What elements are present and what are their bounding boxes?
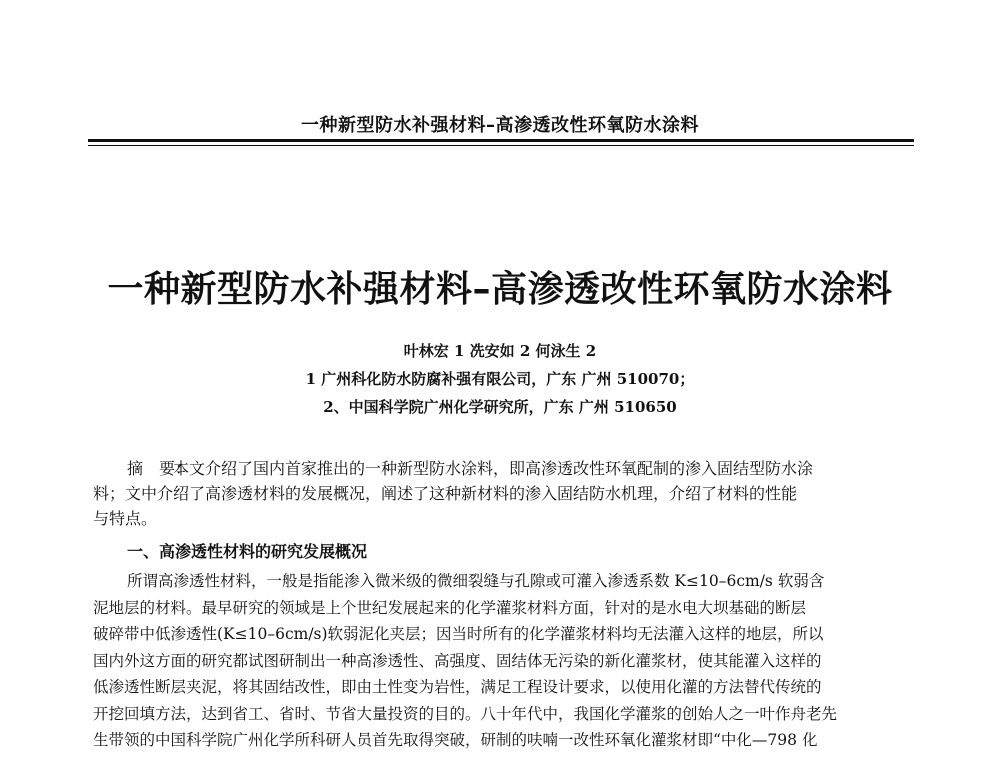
header-rule-thick: [88, 139, 914, 142]
abstract-line-2: 料；文中介绍了高渗透材料的发展概况，阐述了这种新材料的渗入固结防水机理，介绍了材料的性能: [93, 484, 798, 503]
body-line-3: 破碎带中低渗透性(K≤10–6cm/s)软弱泥化夹层；因当时所有的化学灌浆材料均无法灌入这样的地层，所以: [93, 625, 824, 643]
abstract: [93, 456, 915, 531]
paper-title: 一种新型防水补强材料–高渗透改性环氧防水涂料: [107, 269, 893, 310]
affiliation-1: 1 广州科化防水防腐补强有限公司，广东 广州 510070；: [305, 370, 695, 388]
body-line-4: 国内外这方面的研究都试图研制出一种高渗透性、高强度、固结体无污染的新化灌浆材，使其能灌入这样的: [93, 651, 822, 670]
body-line-1: 所谓高渗透性材料，一般是指能渗入微米级的微细裂缝与孔隙或可灌入渗透系数 K≤10–6cm/s 软弱含: [127, 572, 825, 590]
body-line-2: 泥地层的材料。最早研究的领域是上个世纪发展起来的化学灌浆材料方面，针对的是水电大坝基础的断层: [93, 598, 807, 617]
abstract-line-3: 与特点。: [93, 509, 158, 528]
author-list: 叶林宏 1 冼安如 2 何泳生 2: [403, 342, 597, 360]
affiliation-2: 2、中国科学院广州化学研究所，广东 广州 510650: [323, 398, 677, 416]
header-rule-thin: [88, 145, 914, 146]
running-header: 一种新型防水补强材料–高渗透改性环氧防水涂料: [301, 115, 699, 136]
body-line-7: 生带领的中国科学院广州化学所科研人员首先取得突破，研制的呋喃一改性环氧化灌浆材即“中化—798 化: [93, 731, 818, 749]
section-body: [93, 568, 915, 754]
body-line-6: 开挖回填方法，达到省工、省时、节省大量投资的目的。八十年代中，我国化学灌浆的创始人之一叶作舟老先: [93, 704, 838, 723]
abstract-text-1: 本文介绍了国内首家推出的一种新型防水涂料，即高渗透改性环氧配制的渗入固结型防水涂: [173, 459, 814, 478]
abstract-line-1: [93, 456, 915, 481]
section-heading: 一、高渗透性材料的研究发展概况: [127, 542, 368, 561]
abstract-label: 摘 要：: [127, 459, 192, 478]
body-line-5: 低渗透性断层夹泥，将其固结改性，即由土性变为岩性，满足工程设计要求，以使用化灌的方法替代传统的: [93, 678, 822, 696]
